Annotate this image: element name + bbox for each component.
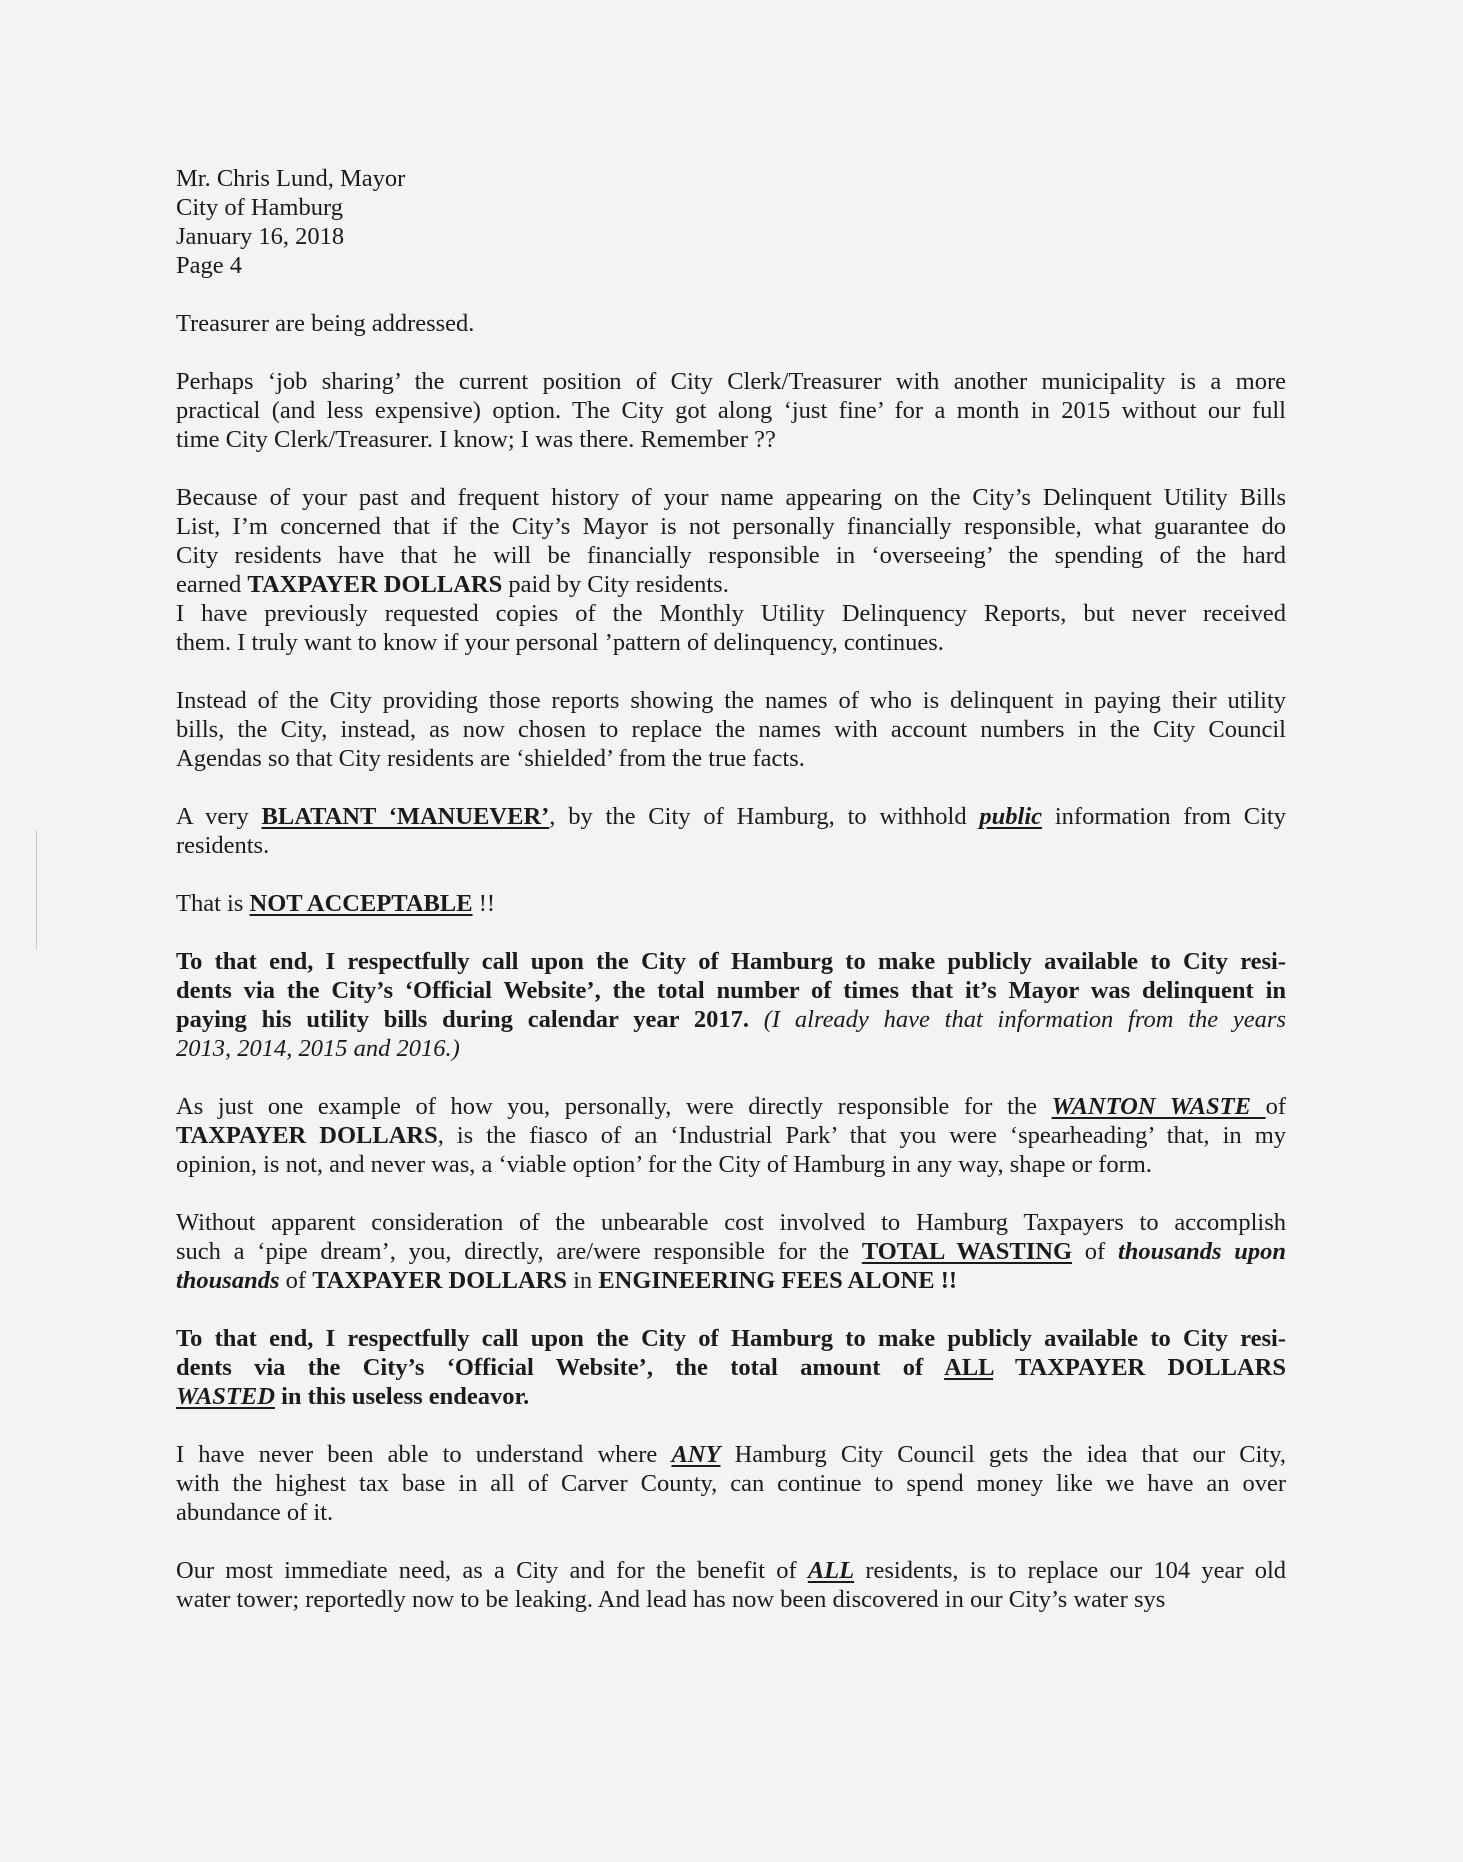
paragraph-request-total-wasted: To that end, I respectfully call upon the City of Hamburg to make publicly available to City resi- dents via the City’s ‘Official Website’, the total amount of ALL TAXPAYER DOLLARS WASTED in this useless endeavor. (176, 1325, 1286, 1410)
letter-date: January 16, 2018 (176, 223, 345, 250)
letter-body (176, 164, 1286, 1614)
letter-header (176, 164, 1286, 280)
paragraph-not-acceptable: That is NOT ACCEPTABLE !! (176, 890, 496, 917)
paragraph-request-delinquency: To that end, I respectfully call upon the City of Hamburg to make publicly available to City resi- dents via the City’s ‘Official Website’, the total number of times that it’s Mayor was delinquent in paying his utility bills during calendar year 2017. (I already have that information from the years 2013, 2014, 2015 and 2016.) (176, 948, 1286, 1062)
paragraph-continuation: Treasurer are being addressed. (176, 310, 475, 337)
scan-edge-mark (36, 830, 37, 950)
paragraph-tax-base: I have never been able to understand where ANY Hamburg City Council gets the idea that our City, with the highest tax base in all of Carver County, can continue to spend money like we have an over abundance of it. (176, 1441, 1286, 1526)
paragraph-water-tower: Our most immediate need, as a City and for the benefit of ALL residents, is to replace our 104 year old water tower; reportedly now to be leaking. And lead has now been discovered in our City’s water sys (176, 1557, 1286, 1613)
paragraph-reports: Instead of the City providing those reports showing the names of who is delinquent in paying their utility bills, the City, instead, as now chosen to replace the names with account numbers in the City Council Agendas so that City residents are ‘shielded’ from the true facts. (176, 687, 1286, 772)
page-number: Page 4 (176, 252, 242, 279)
paragraph-pipe-dream: Without apparent consideration of the unbearable cost involved to Hamburg Taxpayers to accomplish such a ‘pipe dream’, you, directly, are/were responsible for the TOTAL WASTING of thousands upon thousands of TAXPAYER DOLLARS in ENGINEERING FEES ALONE !! (176, 1209, 1286, 1294)
recipient-org: City of Hamburg (176, 194, 343, 221)
paragraph-delinquent-bills: Because of your past and frequent history of your name appearing on the City’s Delinquent Utility Bills List, I’m concerned that if the City’s Mayor is not personally financially responsible, what guarantee do City residents have that he will be financially responsible in ‘overseeing’ the spending of the hard earned TAXPAYER DOLLARS paid by City residents. I have previously requested copies of the Monthly Utility Delinquency Reports, but never received them. I truly want to know if your personal ’pattern of delinquency, continues. (176, 484, 1286, 656)
recipient-name: Mr. Chris Lund, Mayor (176, 165, 406, 192)
paragraph-blatant-maneuver: A very BLATANT ‘MANUEVER’, by the City of Hamburg, to withhold public information from City residents. (176, 803, 1286, 859)
paragraph-wanton-waste: As just one example of how you, personally, were directly responsible for the WANTON WASTE of TAXPAYER DOLLARS, is the fiasco of an ‘Industrial Park’ that you were ‘spearheading’ that, in my opinion, is not, and never was, a ‘viable option’ for the City of Hamburg in any way, shape or form. (176, 1093, 1286, 1178)
paragraph-job-sharing: Perhaps ‘job sharing’ the current position of City Clerk/Treasurer with another municipality is a more practical (and less expensive) option. The City got along ‘just fine’ for a month in 2015 without our full time City Clerk/Treasurer. I know; I was there. Remember ?? (176, 368, 1286, 453)
